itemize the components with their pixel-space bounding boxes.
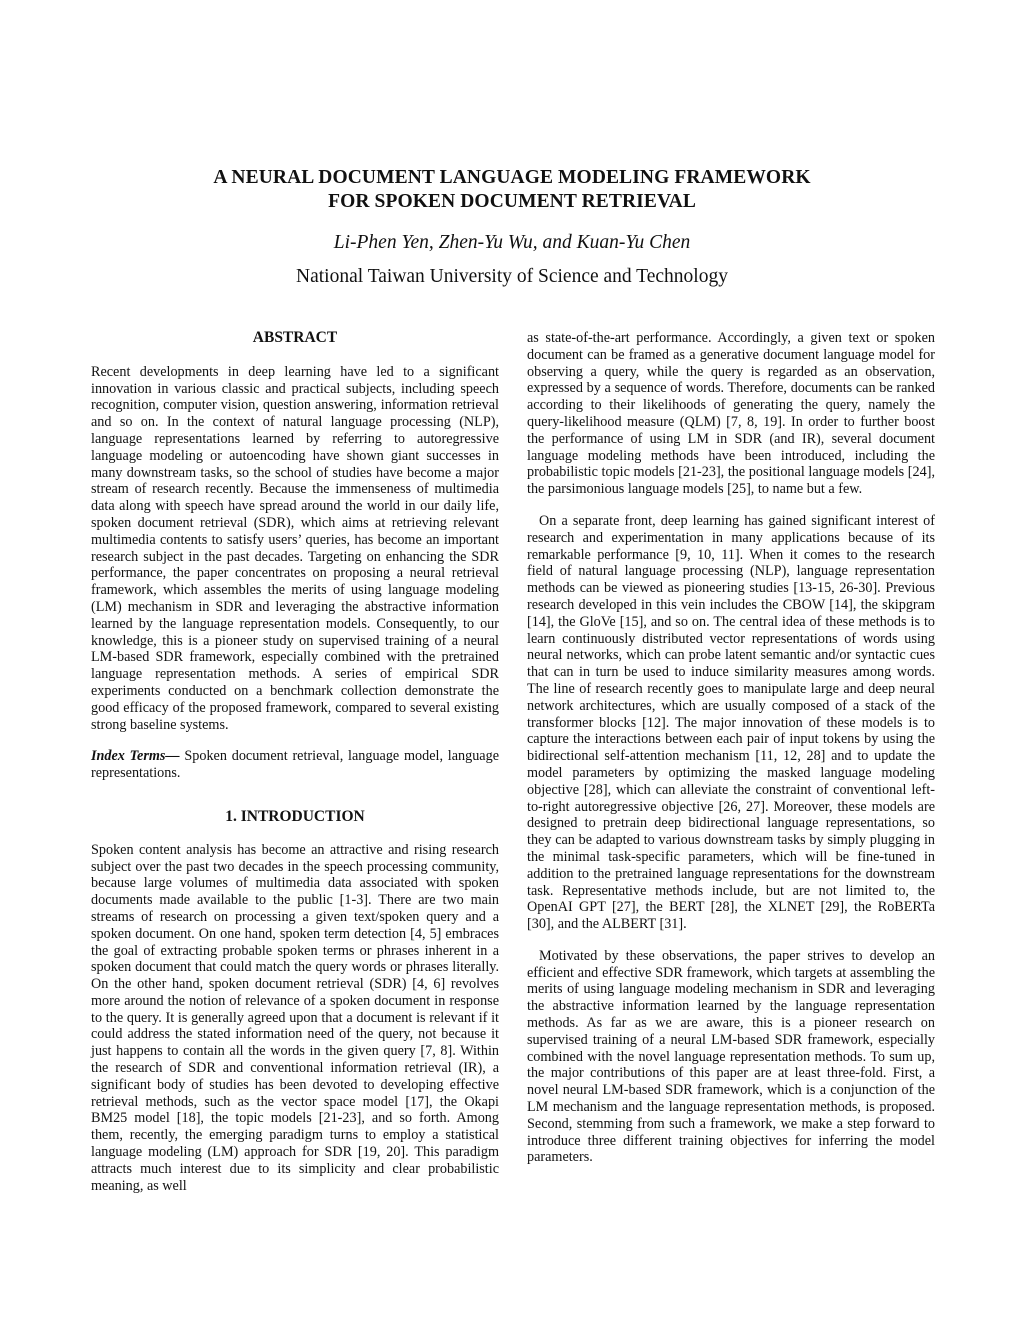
affiliation: National Taiwan University of Science and Technology xyxy=(296,266,728,287)
intro-paragraph-2: On a separate front, deep learning has gained significant interest of research and experimentation in many applications because of its remarkable performance [9, 10, 11]. When it comes to the research field of natural language processing (NLP), language representation methods can be viewed as pioneering studies [13-15, 26-30]. Previous research developed in this vein includes the CBOW [14], the skipgram [14], the GloVe [15], and so on. The central idea of these methods is to learn continuously distributed vector representations of words using neural networks, which can probe latent semantic and/or syntactic cues that can in turn be used to induce similarity measures among words. The line of research recently goes to manipulate large and deep neural network architectures, which are usually composed of a stack of the transformer blocks [12]. The major innovation of these models is to capture the interactions between each pair of input tokens by using the bidirectional self-attention mechanism [11, 12, 28] and to update the model parameters by optimizing the masked language modeling objective [28], which can alleviate the constraint of conventional left-to-right autoregressive objective [26, 27]. Moreover, these models are designed to pretrain deep bidirectional language representations, so they can be adapted to various downstream tasks by simply plugging in the minimal task-specific parameters, which will be fine-tuned in addition to the pretrained language representations for the downstream task. Representative methods include, but are not limited to, the OpenAI GPT [27], the BERT [28], the XLNET [29], the RoBERTa [30], and the ALBERT [31]. xyxy=(527,512,935,933)
introduction-heading: 1. INTRODUCTION xyxy=(225,807,365,825)
right-column xyxy=(527,330,935,1166)
title-line-1: A NEURAL DOCUMENT LANGUAGE MODELING FRAMEWORK xyxy=(213,167,811,188)
left-column xyxy=(91,330,499,1194)
index-terms-label: Index Terms— xyxy=(91,748,180,765)
intro-paragraph-1-continued: as state-of-the-art performance. Accordingly, a given text or spoken document can be framed as a generative document language model for observing a query, while the query is regarded as an observation, expressed by a sequence of words. Therefore, documents can be ranked according to their likelihoods of generating the query, namely the query-likelihood measure (QLM) [7, 8, 19]. In order to further boost the performance of using LM in SDR (and IR), several document language modeling methods have been introduced, including the probabilistic topic models [21-23], the positional language models [24], the parsimonious language models [25], to name but a few. xyxy=(527,330,935,498)
paper-title xyxy=(0,166,1024,214)
index-terms xyxy=(91,748,499,782)
index-terms-text: Spoken document retrieval, language model, language representations. xyxy=(91,748,499,782)
author-list: Li-Phen Yen, Zhen-Yu Wu, and Kuan-Yu Chen xyxy=(333,232,691,253)
title-line-2: FOR SPOKEN DOCUMENT RETRIEVAL xyxy=(328,191,696,212)
intro-paragraph-1: Spoken content analysis has become an attractive and rising research subject over the past two decades in the speech processing community, because large volumes of multimedia data associated with spoken documents made available to the public [1-3]. There are two main streams of research on processing a given text/spoken query and a spoken document. On one hand, spoken term detection [4, 5] embraces the goal of extracting probable spoken terms or phrases inherent in a spoken document that could match the query words or phrases literally. On the other hand, spoken document retrieval (SDR) [4, 6] revolves more around the notion of relevance of a spoken document in response to the query. It is generally agreed upon that a document is relevant if it could address the stated information need of the query, not because it just happens to contain all the words in the given query [7, 8]. Within the research of SDR and conventional information retrieval (IR), a significant body of studies has been devoted to developing effective retrieval methods, such as the vector space model [17], the Okapi BM25 model [18], the topic models [21-23], and so forth. Among them, recently, the emerging paradigm turns to employ a statistical language modeling (LM) approach for SDR [19, 20]. This paradigm attracts much interest due to its simplicity and clear probabilistic meaning, as well xyxy=(91,841,499,1194)
abstract-text: Recent developments in deep learning have led to a significant innovation in various classic and practical subjects, including speech recognition, computer vision, question answering, information retrieval and so on. In the context of natural language processing (NLP), language representations learned by referring to autoregressive language modeling or autoencoding have shown giant successes in many downstream tasks, so the school of studies have become a major stream of research recently. Because the immenseness of multimedia data along with speech have spread around the world in our daily life, spoken document retrieval (SDR), which aims at retrieving relevant multimedia contents to satisfy users’ queries, has become an important research subject in the past decades. Targeting on enhancing the SDR performance, the paper concentrates on proposing a neural retrieval framework, which assembles the merits of using language modeling (LM) mechanism in SDR and leveraging the abstractive information learned by the language representation models. Consequently, to our knowledge, this is a pioneer study on supervised training of a neural LM-based SDR framework, especially combined with the pretrained language representation methods. A series of empirical SDR experiments conducted on a benchmark collection demonstrate the good efficacy of the proposed framework, compared to several existing strong baseline systems. xyxy=(91,363,499,733)
abstract-heading: ABSTRACT xyxy=(252,329,338,346)
intro-paragraph-3: Motivated by these observations, the paper strives to develop an efficient and effective SDR framework, which targets at assembling the merits of using language modeling mechanism in SDR and leveraging the abstractive information learned by the language representation methods. As far as we are aware, this is a pioneer research on supervised training of a neural LM-based SDR framework, especially combined with the novel language representation methods. To sum up, the major contributions of this paper are at least three-fold. First, a novel neural LM-based SDR framework, which is a conjunction of the LM mechanism and the language representation methods, is proposed. Second, stemming from such a framework, we make a step forward to introduce three different training objectives for inferring the model parameters. xyxy=(527,947,935,1166)
